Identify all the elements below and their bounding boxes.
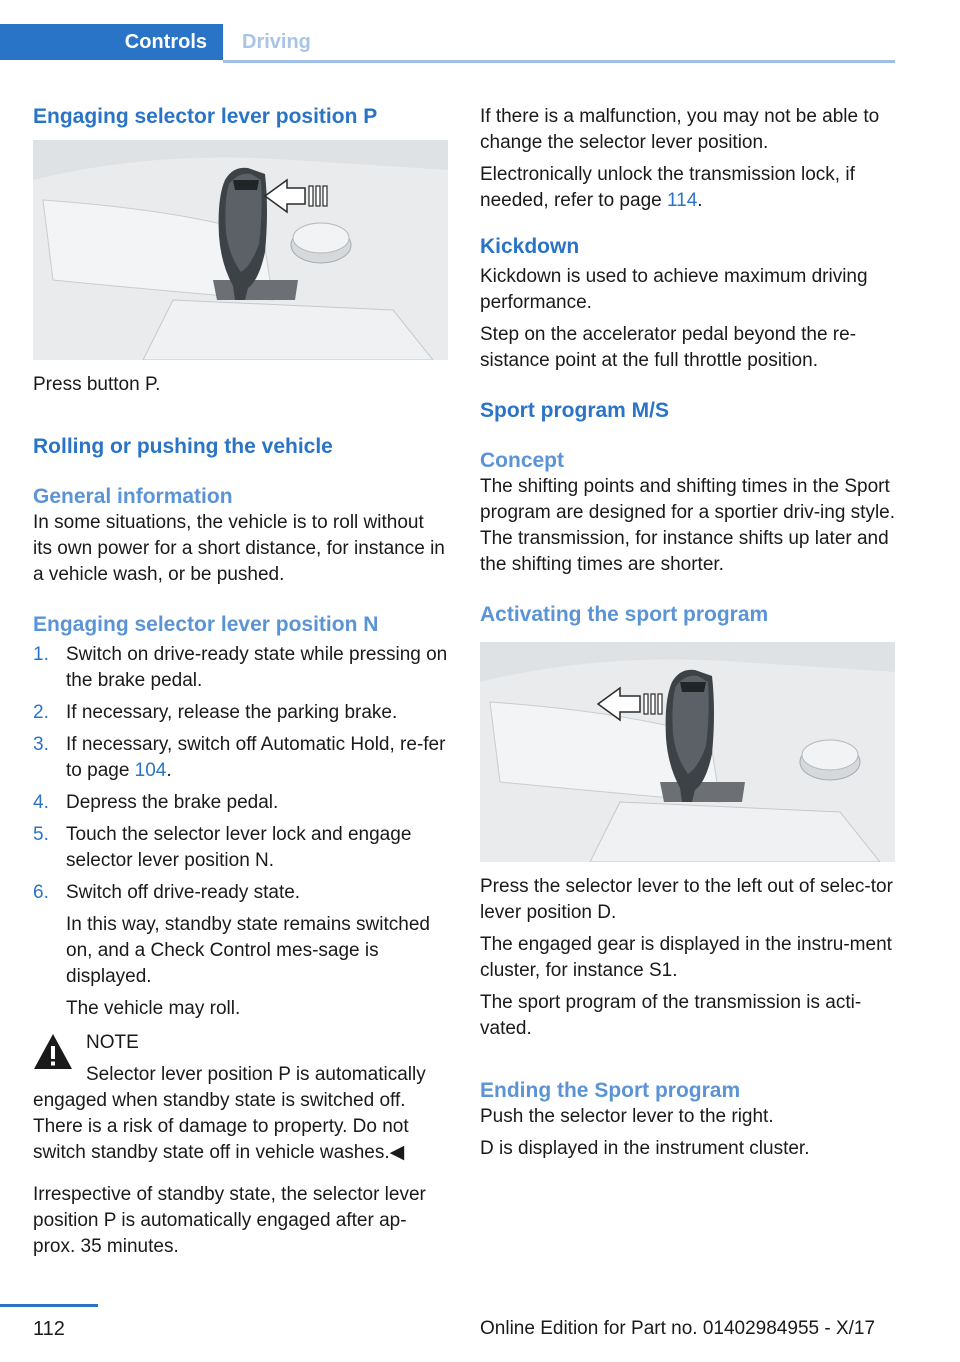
concept-text: The shifting points and shifting times in the Sport program are designed for a sportier driv‐ing style. The transmission, for instance shifts up later and the shifting times are shorter.	[480, 476, 896, 575]
steps-list	[33, 642, 448, 1022]
step6-sub-text: In this way, standby state remains switched on, and a Check Control mes‐sage is displayed.	[66, 914, 430, 987]
irrespective-text: Irrespective of standby state, the selector lever position P is automatically engaged after ap‐prox. 35 minutes.	[33, 1184, 426, 1257]
list-item	[33, 822, 448, 874]
page-link-114[interactable]: 114	[666, 190, 698, 211]
step-text: Depress the brake pedal.	[66, 792, 279, 813]
edition-text: Online Edition for Part no. 01402984955 - X/17	[480, 1318, 876, 1339]
heading-concept: Concept	[480, 449, 564, 472]
tab-driving[interactable]: Driving	[242, 30, 311, 53]
step-text: Switch off drive-ready state.	[66, 882, 301, 903]
step-text: Switch on drive-ready state while pressing on the brake pedal.	[66, 644, 448, 691]
heading-kickdown: Kickdown	[480, 235, 580, 258]
right-column	[480, 100, 898, 1162]
tab-controls[interactable]: Controls	[0, 24, 223, 60]
activated-text: The sport program of the transmission is acti‐vated.	[480, 992, 862, 1039]
tab-divider	[223, 60, 895, 63]
step-text: If necessary, switch off Automatic Hold, re‐fer to page	[66, 734, 446, 781]
push-right-text: Push the selector lever to the right.	[480, 1106, 774, 1127]
step-text-tail: .	[166, 760, 172, 781]
step-text: Touch the selector lever lock and engage selector lever position N.	[66, 824, 412, 871]
heading-sport-program: Sport program M/S	[480, 399, 670, 422]
malfunction-text: If there is a malfunction, you may not be able to change the selector lever position.	[480, 106, 880, 153]
gear-displayed-text: The engaged gear is displayed in the instru‐ment cluster, for instance S1.	[480, 934, 892, 981]
selector-lever-sport-image	[480, 642, 895, 862]
page-number: 112	[33, 1318, 65, 1340]
step-number: 5.	[33, 824, 49, 845]
list-item	[33, 642, 448, 694]
note-text: Selector lever position P is automatically engaged when standby state is switched off. There is a risk of damage to property. Do not switch standby state off in vehicle washes.◀	[33, 1064, 426, 1163]
d-displayed-text: D is displayed in the instrument cluster.	[480, 1138, 810, 1159]
chapter-tabs	[0, 24, 895, 62]
note-block	[33, 1030, 448, 1166]
kickdown-text: Kickdown is used to achieve maximum driving performance.	[480, 266, 868, 313]
list-item	[33, 732, 448, 784]
press-left-text: Press the selector lever to the left out of selec‐tor lever position D.	[480, 876, 893, 923]
heading-engage-p: Engaging selector lever position P	[33, 105, 378, 128]
note-label: NOTE	[86, 1032, 139, 1053]
left-column	[33, 100, 448, 1260]
page-link-104[interactable]: 104	[134, 760, 167, 781]
warning-icon	[33, 1032, 73, 1072]
heading-engage-n: Engaging selector lever position N	[33, 613, 379, 636]
press-button-p: Press button P.	[33, 374, 161, 395]
unlock-text-tail: .	[697, 190, 703, 211]
heading-general-information: General information	[33, 485, 233, 508]
list-item	[33, 790, 448, 816]
step-text: If necessary, release the parking brake.	[66, 702, 398, 723]
heading-activating: Activating the sport program	[480, 603, 769, 626]
footer-rule	[0, 1304, 98, 1307]
unlock-text-body: Electronically unlock the transmission lock, if needed, refer to page	[480, 164, 855, 211]
step-number: 4.	[33, 792, 49, 813]
step-number: 3.	[33, 734, 49, 755]
step-number: 6.	[33, 882, 49, 903]
general-info-text: In some situations, the vehicle is to roll without its own power for a short distance, for instance in a vehicle wash, or be pushed.	[33, 512, 445, 585]
heading-ending: Ending the Sport program	[480, 1079, 741, 1102]
list-item	[33, 700, 448, 726]
step-on-text: Step on the accelerator pedal beyond the re‐sistance point at the full throttle position.	[480, 324, 857, 371]
list-item	[33, 880, 448, 1022]
step-number: 1.	[33, 644, 49, 665]
unlock-text	[480, 162, 898, 214]
step6-sub-text-2: The vehicle may roll.	[66, 998, 241, 1019]
heading-rolling: Rolling or pushing the vehicle	[33, 435, 333, 458]
selector-lever-p-image	[33, 140, 448, 360]
step-number: 2.	[33, 702, 49, 723]
